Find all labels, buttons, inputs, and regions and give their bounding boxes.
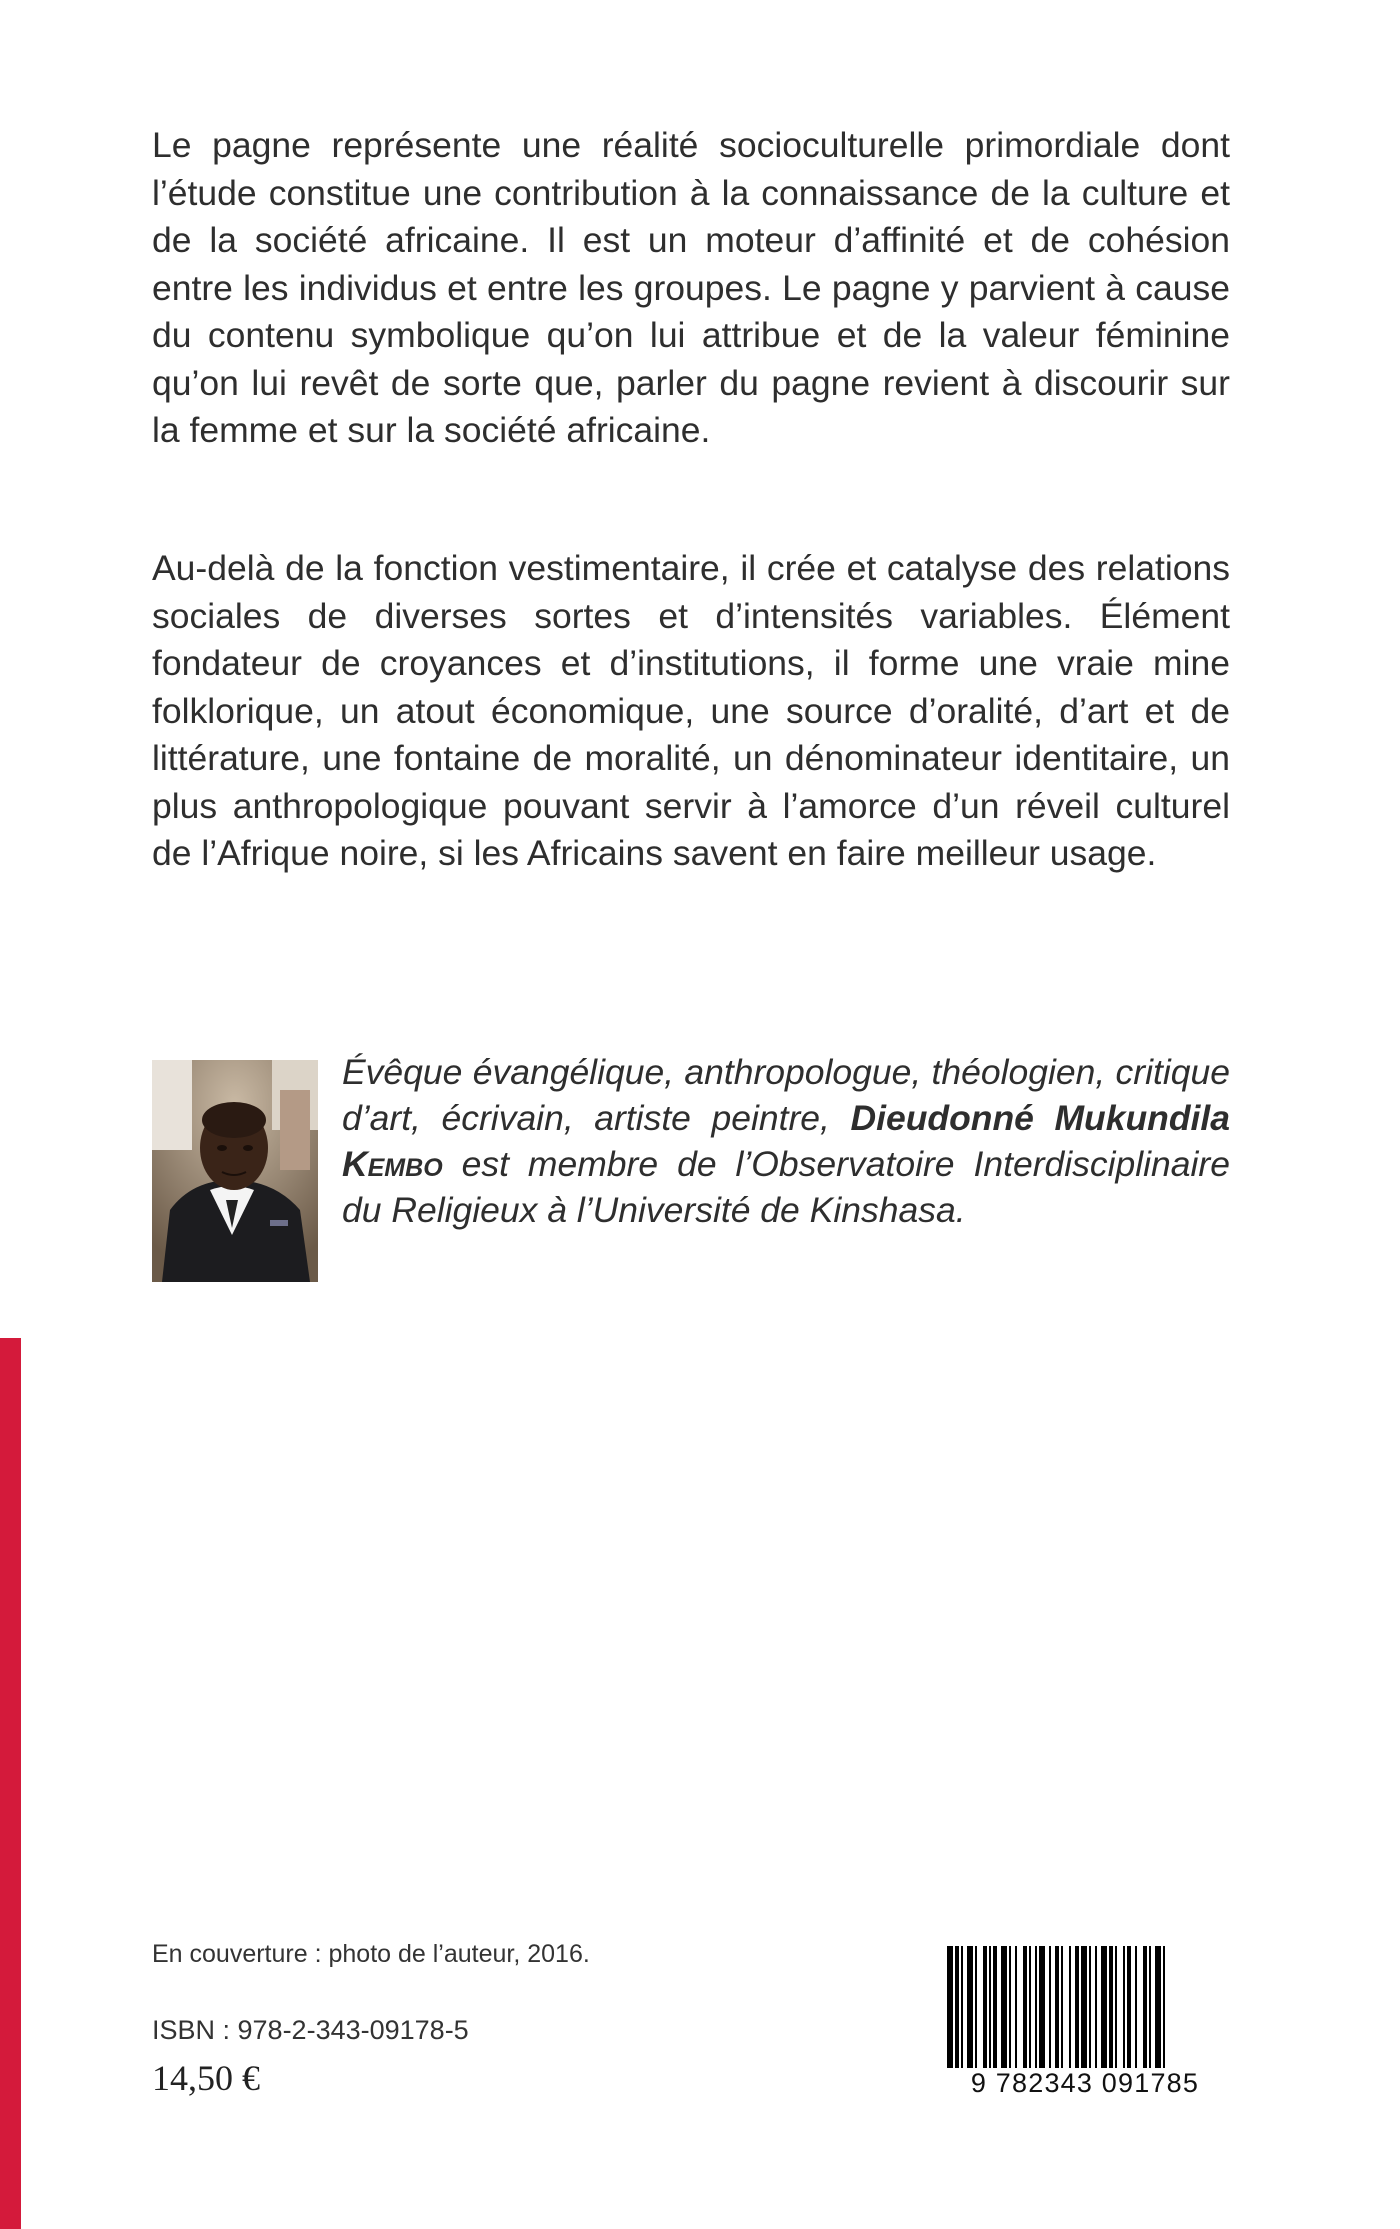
price: 14,50 € (152, 2058, 260, 2098)
author-bio (342, 1049, 1230, 1233)
isbn: ISBN : 978-2-343-09178-5 (152, 2015, 469, 2045)
author-name: Dieudonné Mukundila Kembo (342, 1098, 1230, 1184)
blurb-paragraph-2: Au-delà de la fonction vestimentaire, il crée et catalyse des relations sociales de diverses sortes et d’intensités variables. Élément fondateur de croyances et d’institutions, il forme une vraie mine folklorique, un atout économique, une source d’oralité, d’art et de littérature, une fontaine de moralité, un dénominateur identitaire, un plus anthropologique pouvant servir à l’amorce d’un réveil culturel de l’Afrique noire, si les Africains savent en faire meilleur usage. (152, 548, 1230, 873)
author-photo (152, 1060, 318, 1282)
red-accent-band (0, 1338, 21, 2229)
blurb-paragraph-1: Le pagne représente une réalité socioculturelle primordiale dont l’étude constitue une contribution à la connaissance de la culture et de la société africaine. Il est un moteur d’affinité et de cohésion entre les individus et entre les groupes. Le pagne y parvient à cause du contenu symbolique qu’on lui attribue et de la valeur féminine qu’on lui revêt de sorte que, parler du pagne revient à discourir sur la femme et sur la société africaine. (152, 125, 1230, 450)
cover-credit: En couverture : photo de l’auteur, 2016. (152, 1940, 590, 1968)
barcode-digits: 9 782343 091785 (944, 2068, 1226, 2099)
bio-intro: Évêque évangélique, anthropologue, théologien, critique d’art, écrivain, artiste peintre, (342, 1052, 1230, 1138)
bio-rest: est membre de l’Observatoire Interdisciplinaire du Religieux à l’Université de Kinshasa. (342, 1144, 1230, 1230)
